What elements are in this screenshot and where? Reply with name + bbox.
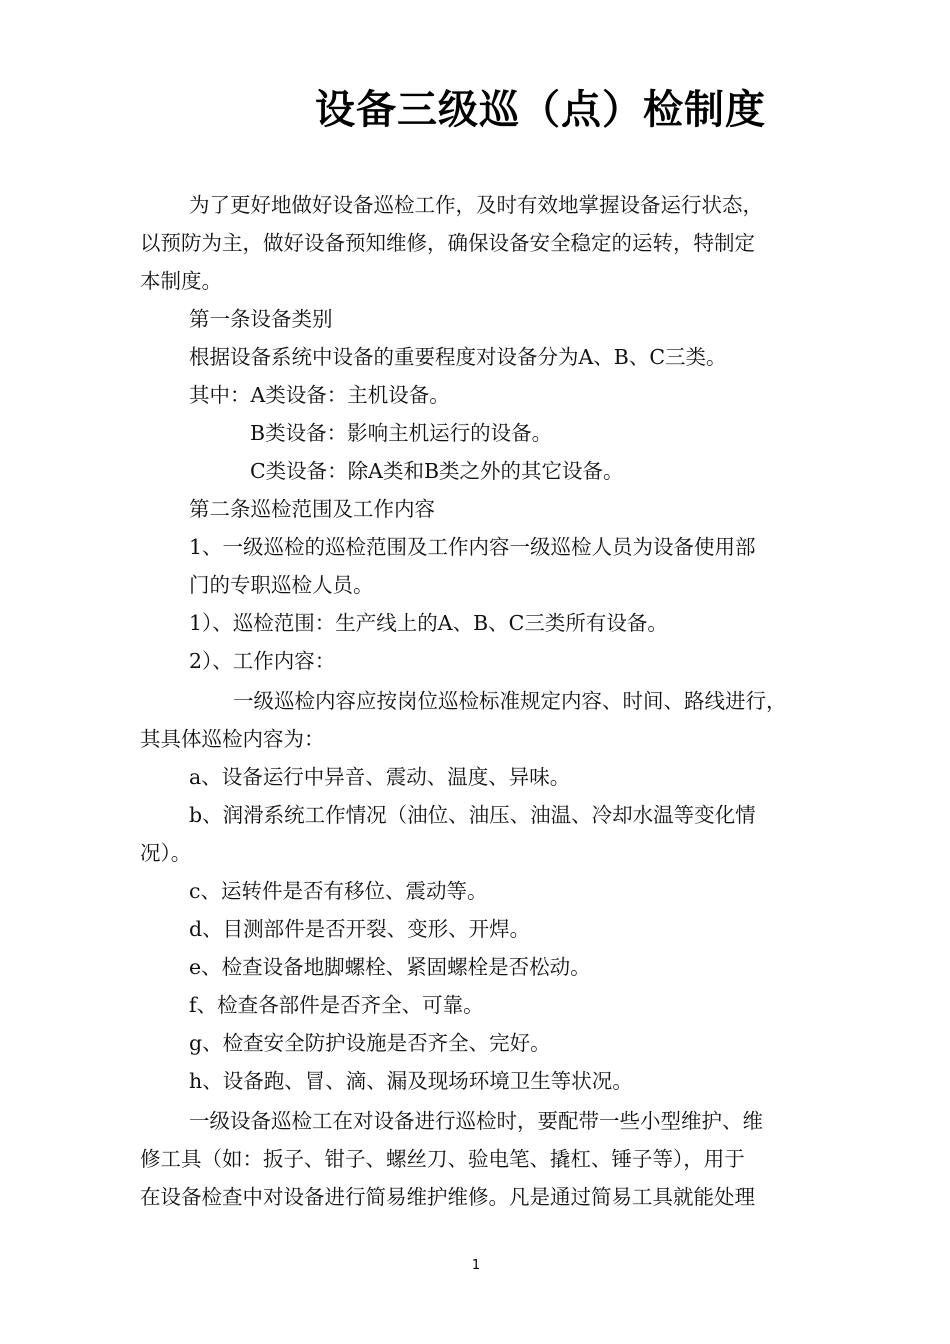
list-item: h、设备跑、冒、滴、漏及现场环境卫生等状况。 (189, 1069, 633, 1093)
paragraph-line: 况）。 (140, 841, 192, 865)
paragraph-line: 根据设备系统中设备的重要程度对设备分为A、B、C三类。 (189, 345, 727, 369)
paragraph-line: 1、一级巡检的巡检范围及工作内容一级巡检人员为设备使用部 (189, 535, 756, 559)
list-item: e、检查设备地脚螺栓、紧固螺栓是否松动。 (189, 955, 591, 979)
paragraph-line: 在设备检查中对设备进行简易维护维修。凡是通过简易工具就能处理 (140, 1185, 755, 1209)
paragraph-line: 其中：A类设备：主机设备。 (189, 383, 450, 407)
paragraph-line: 1）、巡检范围：生产线上的A、B、C三类所有设备。 (189, 611, 668, 635)
section-heading: 第二条巡检范围及工作内容 (189, 497, 435, 521)
list-item: c、运转件是否有移位、震动等。 (189, 879, 488, 903)
document-title: 设备三级巡（点）检制度 (315, 87, 766, 133)
paragraph-line: B类设备：影响主机运行的设备。 (250, 421, 553, 445)
paragraph-line: 修工具（如：扳子、钳子、螺丝刀、验电笔、撬杠、锤子等），用于 (140, 1147, 745, 1171)
paragraph-line: 以预防为主，做好设备预知维修，确保设备安全稳定的运转，特制定 (140, 231, 755, 255)
paragraph-line: 一级设备巡检工在对设备进行巡检时，要配带一些小型维护、维 (189, 1109, 763, 1133)
list-item: a、设备运行中异音、震动、温度、异味。 (189, 765, 571, 789)
list-item: b、润滑系统工作情况（油位、油压、油温、冷却水温等变化情 (189, 803, 756, 827)
list-item: d、目测部件是否开裂、变形、开焊。 (189, 917, 531, 941)
paragraph-line: 2）、工作内容： (189, 649, 336, 673)
paragraph-line: 其具体巡检内容为： (140, 727, 325, 751)
paragraph-line: 一级巡检内容应按岗位巡检标准规定内容、时间、路线进行， (233, 689, 787, 713)
section-heading: 第一条设备类别 (189, 307, 333, 331)
list-item: f、检查各部件是否齐全、可靠。 (189, 993, 484, 1017)
paragraph-line: C类设备：除A类和B类之外的其它设备。 (250, 459, 624, 483)
list-item: g、检查安全防护设施是否齐全、完好。 (189, 1031, 551, 1055)
paragraph-line: 本制度。 (140, 269, 222, 293)
paragraph-line: 为了更好地做好设备巡检工作，及时有效地掌握设备运行状态， (189, 193, 763, 217)
page-number: 1 (471, 1258, 481, 1273)
paragraph-line: 门的专职巡检人员。 (189, 573, 374, 597)
